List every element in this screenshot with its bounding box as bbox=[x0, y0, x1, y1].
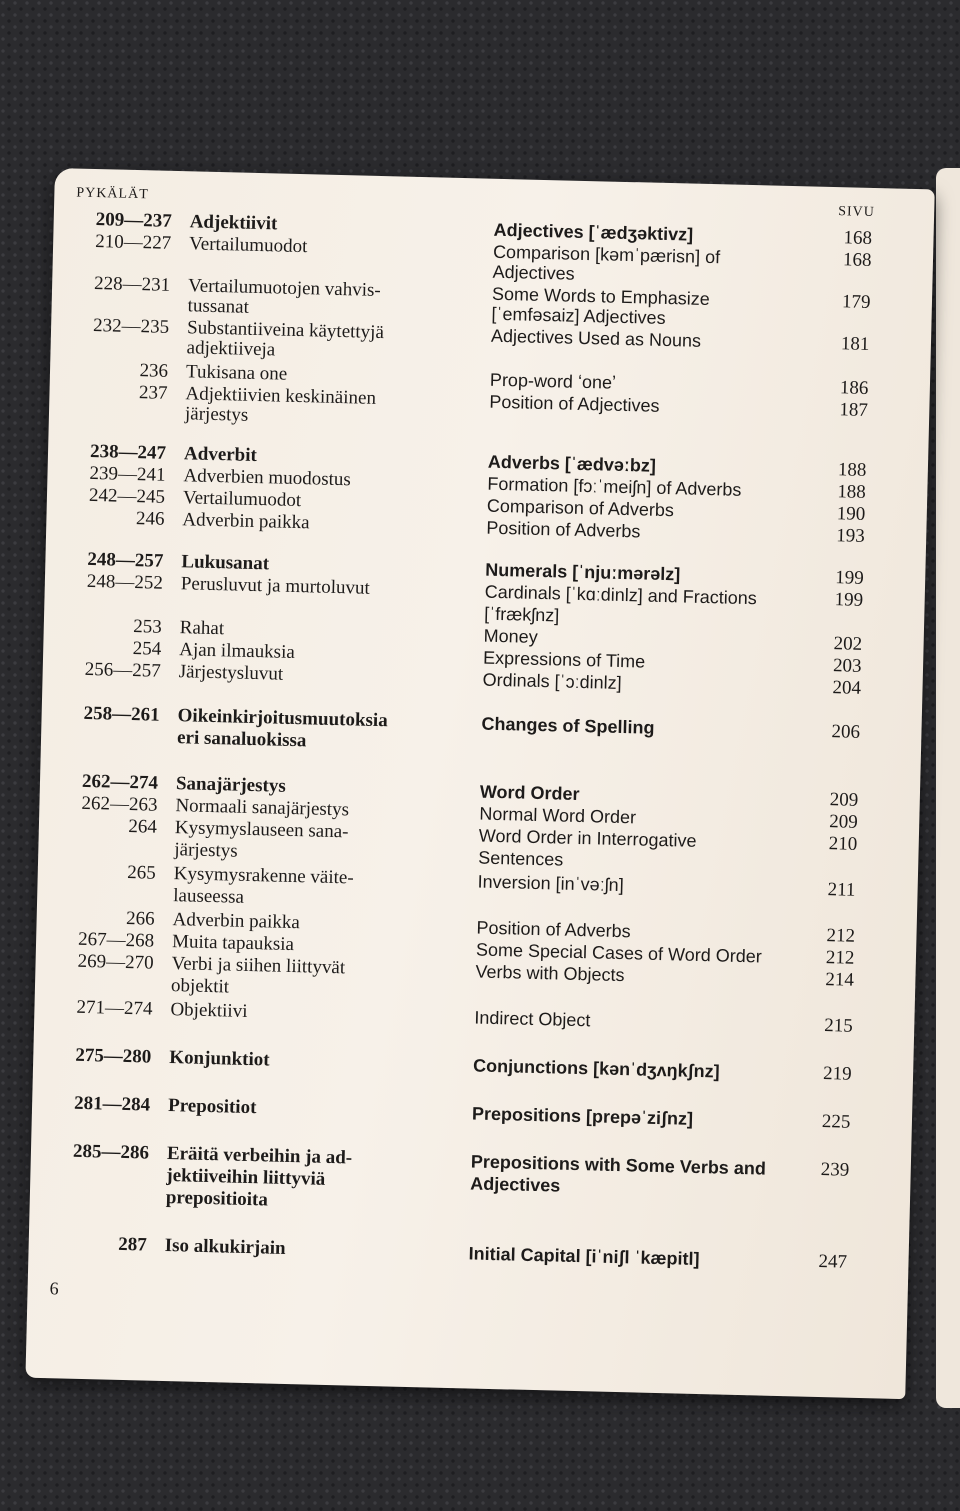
finnish-title: Kysymyslauseen sana- bbox=[174, 817, 349, 843]
toc-row bbox=[45, 592, 905, 626]
finnish-title: Verbi ja siihen liittyvät bbox=[171, 953, 346, 979]
finnish-title: Tukisana one bbox=[185, 361, 288, 385]
header-sections: PYKÄLÄT bbox=[76, 185, 149, 203]
page-ref: 186 bbox=[839, 377, 869, 399]
section-numbers: 232—235 bbox=[92, 314, 170, 338]
section-numbers: 237 bbox=[138, 382, 168, 404]
section-numbers: 236 bbox=[139, 360, 169, 382]
english-title: Some Words to Emphasize bbox=[491, 283, 711, 310]
finnish-title: Adjektiivit bbox=[189, 211, 278, 235]
finnish-title: Kysymysrakenne väite- bbox=[173, 863, 354, 889]
page-ref: 247 bbox=[818, 1250, 848, 1273]
toc-row bbox=[43, 658, 903, 699]
section-numbers: 265 bbox=[127, 861, 157, 884]
english-title: Normal Word Order bbox=[479, 803, 637, 828]
english-title: Position of Adjectives bbox=[489, 391, 660, 416]
english-title: Money bbox=[483, 625, 538, 647]
english-title: Numerals [ˈnjuːmərəlz] bbox=[485, 559, 681, 585]
finnish-title: Normaali sanajärjestys bbox=[175, 795, 350, 821]
toc-row bbox=[39, 836, 899, 870]
toc-row bbox=[32, 1092, 892, 1133]
page-ref: 219 bbox=[822, 1063, 852, 1085]
page-ref: 212 bbox=[825, 947, 855, 969]
finnish-title: Vertailumuotojen vahvis- bbox=[187, 275, 381, 301]
finnish-title: eri sanaluokissa bbox=[176, 727, 307, 752]
toc-row bbox=[29, 1232, 889, 1273]
section-numbers: 275—280 bbox=[75, 1044, 152, 1068]
section-numbers: 262—263 bbox=[81, 792, 158, 816]
page-ref: 199 bbox=[834, 567, 864, 589]
finnish-title: adjektiiveja bbox=[186, 337, 276, 361]
english-title: Position of Adverbs bbox=[486, 517, 641, 542]
english-title: Inversion [inˈvəːʃn] bbox=[477, 871, 624, 896]
section-numbers: 256—257 bbox=[84, 658, 161, 682]
english-title: Cardinals [ˈkɑːdinlz] and Fractions bbox=[484, 581, 758, 609]
section-numbers: 264 bbox=[128, 815, 158, 838]
finnish-title: Vertailumuodot bbox=[182, 487, 302, 512]
page-ref: 190 bbox=[836, 503, 866, 525]
page-ref: 239 bbox=[820, 1159, 850, 1181]
english-title: Adjectives bbox=[492, 261, 575, 284]
english-title: Changes of Spelling bbox=[481, 713, 655, 738]
finnish-title: Adverbin paikka bbox=[182, 509, 310, 534]
english-title: [ˈfrækʃnz] bbox=[483, 603, 560, 626]
english-title: Prepositions with Some Verbs and bbox=[470, 1151, 767, 1179]
page-ref: 168 bbox=[842, 249, 872, 271]
english-title: Verbs with Objects bbox=[475, 961, 625, 986]
english-title: Word Order in Interrogative bbox=[478, 825, 697, 851]
finnish-title: lauseessa bbox=[173, 885, 245, 908]
page-ref: 181 bbox=[840, 333, 870, 355]
header-page: SIVU bbox=[837, 204, 876, 221]
section-numbers: 246 bbox=[135, 508, 165, 530]
english-title: Sentences bbox=[478, 847, 564, 870]
toc-row bbox=[35, 972, 895, 998]
section-numbers bbox=[30, 1184, 148, 1187]
english-title: Indirect Object bbox=[474, 1007, 591, 1031]
page-ref: 187 bbox=[839, 399, 869, 421]
section-numbers: 254 bbox=[132, 638, 162, 660]
next-page-edge bbox=[936, 168, 960, 1408]
page-ref: 199 bbox=[834, 589, 864, 611]
section-numbers: 269—270 bbox=[77, 950, 154, 974]
finnish-title: Adverbin paikka bbox=[172, 909, 301, 934]
english-title: Expressions of Time bbox=[482, 647, 646, 672]
finnish-title: Sanajärjestys bbox=[175, 773, 286, 797]
page-ref: 168 bbox=[843, 227, 873, 249]
section-numbers: 238—247 bbox=[89, 440, 167, 464]
finnish-title: Adverbien muodostus bbox=[183, 465, 352, 491]
finnish-title: jektiiveihin liittyviä bbox=[166, 1165, 326, 1190]
section-numbers: 242—245 bbox=[88, 484, 166, 508]
finnish-title: Konjunktiot bbox=[169, 1047, 270, 1071]
book-page bbox=[25, 168, 934, 1399]
page-ref: 209 bbox=[829, 789, 859, 811]
finnish-title: Oikeinkirjoitusmuutoksia bbox=[177, 705, 388, 732]
page-ref: 209 bbox=[829, 811, 859, 833]
english-title: Formation [fɔːˈmeiʃn] of Adverbs bbox=[487, 473, 742, 500]
english-title: Adjectives [ˈædʒəktivz] bbox=[493, 219, 694, 245]
finnish-title: Objektiivi bbox=[170, 999, 248, 1022]
section-numbers: 267—268 bbox=[77, 928, 155, 952]
finnish-title: prepositioita bbox=[165, 1187, 269, 1211]
page-ref: 206 bbox=[831, 721, 861, 743]
page-ref: 211 bbox=[827, 879, 856, 901]
page-ref: 225 bbox=[821, 1111, 851, 1133]
section-numbers: 266 bbox=[125, 907, 155, 930]
finnish-title: Adverbit bbox=[183, 443, 258, 467]
page-ref: 212 bbox=[826, 925, 856, 947]
page-ref: 204 bbox=[832, 677, 862, 699]
page-number: 6 bbox=[49, 1278, 59, 1299]
english-title: Adjectives bbox=[470, 1173, 561, 1196]
section-numbers: 271—274 bbox=[76, 996, 153, 1020]
english-title: Adjectives Used as Nouns bbox=[490, 325, 702, 351]
toc-row bbox=[47, 506, 907, 547]
page-ref: 215 bbox=[824, 1015, 854, 1037]
finnish-title: Perusluvut ja murtoluvut bbox=[180, 573, 371, 599]
page-ref: 179 bbox=[841, 291, 871, 313]
finnish-title: Eräitä verbeihin ja ad- bbox=[166, 1143, 353, 1169]
finnish-title: järjestys bbox=[184, 403, 249, 426]
toc-row bbox=[38, 882, 898, 908]
section-numbers: 210—227 bbox=[94, 231, 172, 254]
toc-row bbox=[41, 724, 901, 752]
english-title: Prepositions [prepəˈziʃnz] bbox=[471, 1103, 694, 1129]
finnish-title: Muita tapauksia bbox=[171, 931, 295, 956]
toc-row bbox=[30, 1184, 890, 1211]
english-title: Adverbs [ˈædvəːbz] bbox=[487, 451, 657, 476]
english-title: Initial Capital [iˈniʃl ˈkæpitl] bbox=[468, 1243, 700, 1270]
english-title: Conjunctions [kənˈdʒʌŋkʃnz] bbox=[472, 1055, 720, 1082]
finnish-title: järjestys bbox=[174, 839, 238, 862]
section-numbers: 253 bbox=[133, 616, 163, 638]
section-numbers: 248—252 bbox=[86, 570, 164, 594]
page-ref: 203 bbox=[832, 655, 862, 677]
english-title: Word Order bbox=[479, 781, 580, 804]
section-numbers: 248—257 bbox=[87, 548, 164, 572]
english-title: Comparison of Adverbs bbox=[486, 495, 675, 521]
section-numbers: 262—274 bbox=[81, 770, 159, 794]
english-title: Ordinals [ˈɔːdinlz] bbox=[482, 669, 622, 693]
finnish-title: tussanat bbox=[187, 295, 250, 318]
page-ref: 210 bbox=[828, 833, 858, 855]
section-numbers: 239—241 bbox=[89, 462, 166, 486]
english-title: Prop-word ʻoneʼ bbox=[489, 369, 617, 393]
toc-row bbox=[45, 570, 905, 611]
toc-row bbox=[53, 230, 913, 271]
page-ref: 202 bbox=[833, 633, 863, 655]
finnish-title: objektit bbox=[170, 975, 230, 998]
section-numbers: 258—261 bbox=[83, 702, 160, 726]
page-ref: 193 bbox=[835, 525, 865, 547]
toc-row bbox=[34, 1044, 894, 1085]
finnish-title: Iso alkukirjain bbox=[164, 1235, 286, 1259]
page-ref: 188 bbox=[837, 459, 867, 481]
english-title: Comparison [kəmˈpærisn] of bbox=[492, 241, 721, 268]
english-title: Position of Adverbs bbox=[476, 917, 631, 942]
page-ref: 188 bbox=[837, 481, 867, 503]
english-title: [ˈemfəsaiz] Adjectives bbox=[491, 303, 666, 328]
page-ref bbox=[820, 1203, 860, 1204]
finnish-title: Lukusanat bbox=[181, 551, 270, 575]
toc-row bbox=[49, 400, 909, 426]
finnish-title: Vertailumuodot bbox=[188, 233, 308, 258]
section-numbers: 281—284 bbox=[73, 1092, 151, 1116]
finnish-title: Adjektiivien keskinäinen bbox=[185, 383, 377, 409]
section-numbers: 228—231 bbox=[93, 272, 171, 296]
section-numbers: 209—237 bbox=[95, 209, 172, 232]
finnish-title: Ajan ilmauksia bbox=[179, 639, 296, 664]
section-numbers: 287 bbox=[117, 1233, 147, 1256]
page-ref: 214 bbox=[825, 969, 855, 991]
finnish-title: Substantiiveina käytettyjä bbox=[186, 317, 385, 344]
toc-row bbox=[51, 334, 911, 361]
section-numbers: 285—286 bbox=[72, 1140, 150, 1164]
finnish-title: Prepositiot bbox=[167, 1095, 257, 1119]
toc-row bbox=[35, 996, 895, 1037]
finnish-title: Järjestysluvut bbox=[178, 661, 284, 685]
finnish-title: Rahat bbox=[179, 617, 225, 640]
english-title: Some Special Cases of Word Order bbox=[475, 939, 762, 967]
